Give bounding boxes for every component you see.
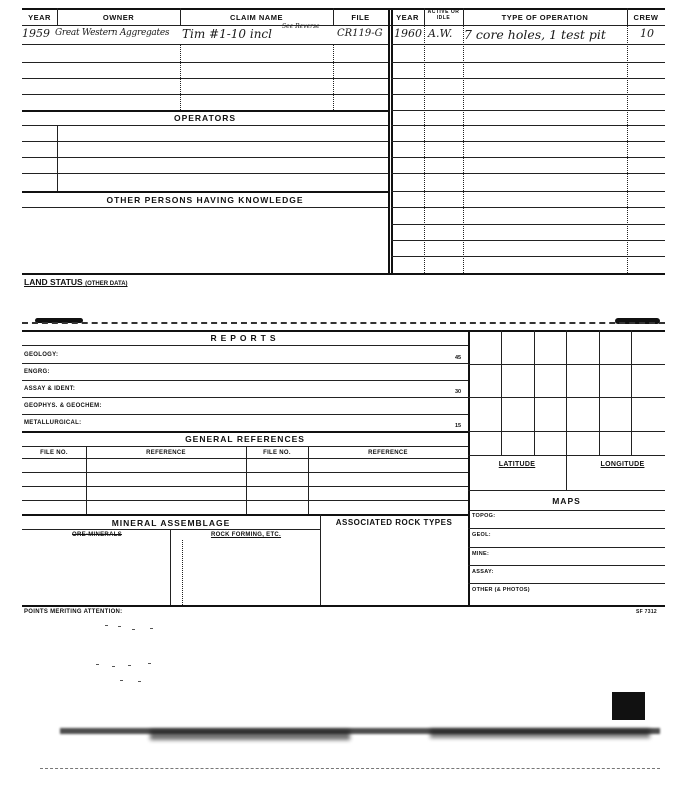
ore-minerals-header: ORE-MINERALS	[72, 532, 122, 538]
ref-reference-2-header: REFERENCE	[368, 450, 408, 456]
map-label-assay: ASSAY:	[472, 569, 494, 575]
form-number: SF 7312	[636, 609, 658, 615]
entry-see-note: See Reverse	[282, 23, 320, 30]
land-status-title: LAND STATUS (OTHER DATA)	[24, 277, 128, 287]
header-year: YEAR	[28, 13, 51, 22]
entry-file: CR119-G	[337, 28, 383, 39]
map-label-mine: MINE:	[472, 551, 490, 557]
header-type-of-operation: TYPE OF OPERATION	[501, 13, 589, 22]
reports-title: REPORTS	[210, 333, 280, 343]
maps-title: MAPS	[552, 496, 581, 506]
header-active-or-idle: ACTIVE OR IDLE	[427, 9, 460, 21]
latitude-label: LATITUDE	[498, 461, 536, 468]
header-crew: CREW	[633, 13, 659, 22]
operators-title: OPERATORS	[173, 113, 237, 123]
report-label-assay: ASSAY & IDENT:	[24, 386, 76, 392]
report-num-assay: 30	[455, 389, 462, 395]
report-num-geology: 45	[455, 355, 462, 361]
entry-year: 1959	[22, 27, 50, 40]
entry-crew: 10	[640, 27, 654, 40]
report-label-metallurgical: METALLURGICAL:	[24, 420, 82, 426]
entry-type-of-operation: 7 core holes, 1 test pit	[464, 27, 606, 42]
ref-file-no-2-header: FILE NO.	[263, 450, 291, 456]
report-label-engrg: ENGRG:	[24, 369, 50, 375]
other-persons-title: OTHER PERSONS HAVING KNOWLEDGE	[106, 195, 304, 205]
header-file: FILE	[351, 13, 370, 22]
report-label-geology: GEOLOGY:	[24, 352, 59, 358]
header-claim-name: CLAIM NAME	[230, 13, 283, 22]
header-owner: OWNER	[102, 13, 135, 22]
ref-reference-header: REFERENCE	[146, 450, 186, 456]
entry-claim-name: Tim #1-10 incl	[182, 27, 272, 41]
rock-forming-header: ROCK FORMING, ETC.	[210, 532, 282, 538]
map-label-other: OTHER (& PHOTOS)	[472, 587, 530, 593]
scan-artifact-block	[612, 692, 645, 720]
entry-owner: Great Western Aggregates	[55, 28, 170, 38]
entry-active-or-idle: A.W.	[428, 27, 453, 40]
ref-file-no-header: FILE NO.	[40, 450, 68, 456]
mineral-assemblage-title: MINERAL ASSEMBLAGE	[111, 518, 231, 528]
header-year-2: YEAR	[396, 13, 419, 22]
report-label-geophys: GEOPHYS. & GEOCHEM:	[24, 403, 102, 409]
report-num-metallurgical: 15	[455, 423, 462, 429]
associated-rock-types-title: ASSOCIATED ROCK TYPES	[335, 518, 453, 527]
general-references-title: GENERAL REFERENCES	[185, 434, 305, 444]
entry-year-2: 1960	[394, 27, 422, 40]
longitude-label: LONGITUDE	[600, 461, 645, 468]
map-label-topog: TOPOG:	[472, 513, 496, 519]
points-meriting-attention-title: POINTS MERITING ATTENTION:	[24, 609, 123, 615]
map-label-geol: GEOL:	[472, 532, 491, 538]
